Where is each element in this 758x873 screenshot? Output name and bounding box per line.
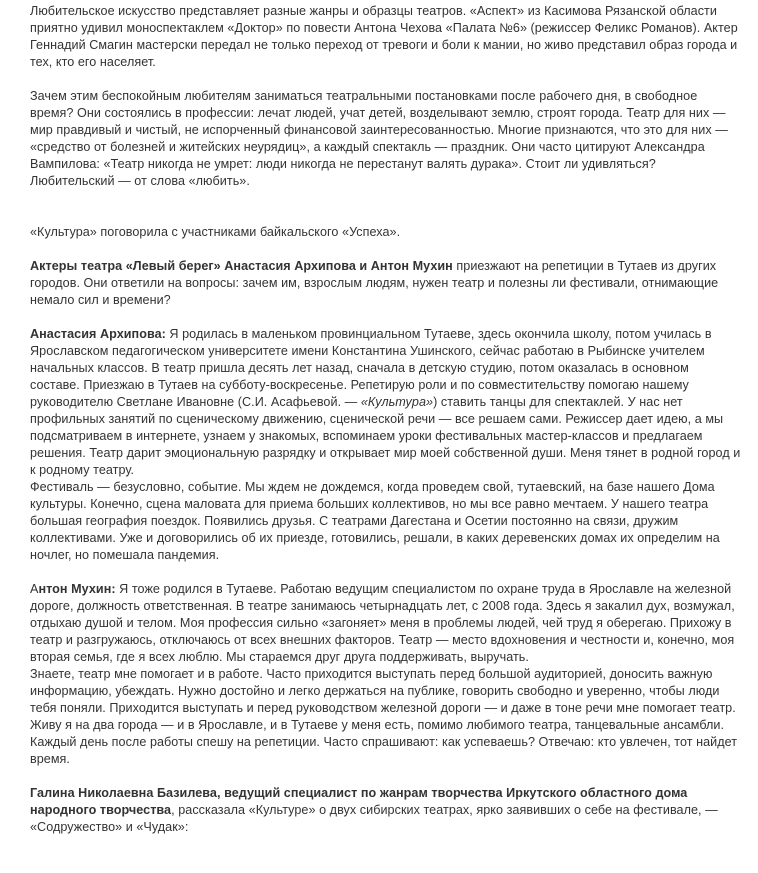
paragraph-actors-intro — [30, 258, 742, 309]
paragraph-arkhipova-festival: Фестиваль — безусловно, событие. Мы ждем не дождемся, когда проведем свой, тутаевский, на базе нашего Дома культуры. Конечно, сцена маловата для приема больших коллективов, но мы все равно мечтаем. У нашего театра большая география поездок. Появились друзья. С театрами Дагестана и Осетии постоянно на связи, дружим коллективами. Уже и договорились об их приезде, готовились, решали, в каких деревенских домах их определим на ночлег, но помешала пандемия. — [30, 480, 720, 562]
speaker-mukhin: нтон Мухин: — [38, 582, 116, 596]
speaker-arkhipova: Анастасия Архипова: — [30, 327, 166, 341]
bazileva-intro-text: , рассказала «Культуре» о двух сибирских театрах, ярко заявивших о себе на фестивале, — «Содружество» и «Чудак»: — [30, 803, 718, 834]
paragraph-amateur-art: Любительское искусство представляет разные жанры и образцы театров. «Аспект» из Касимова Рязанской области приятно удивил моноспектаклем «Доктор» по повести Антона Чехова «Палата №6» (режиссер Феликс Романов). Актер Геннадий Смагин мастерски передал не только переход от тревоги и боли к мании, но живо представил образ города и тех, кто его населяет. — [30, 4, 738, 69]
paragraph-why-amateurs: Зачем этим беспокойным любителям заниматься театральными постановками после рабочего дня, в свободное время? Они состоялись в профессии: лечат людей, учат детей, возделывают землю, строят города. Театр для них — мир правдивый и чистый, не испорченный финансовой заинтересованностью. Многие признаются, что это для них — «средство от болезней и житейских неурядиц», а каждый спектакль — праздник. Они часто цитируют Александра Вампилова: «Театр никогда не умрет: люди никогда не перестанут валять дурака». Стоит ли удивляться? Любительский — от слова «любить». — [30, 89, 728, 188]
paragraph-bazileva-intro — [30, 785, 742, 836]
paragraph-arkhipova-answer — [30, 326, 742, 479]
actors-intro-text: приезжают на репетиции в Тутаев из других городов. Они ответили на вопросы: зачем им, взрослым людям, нужен театр и полезны ли фестивали, отнимающие немало сил и времени? — [30, 259, 719, 307]
arkhipova-text-b: ) ставить танцы для спектаклей. У нас нет профильных занятий по сценическому движению, сценической речи — все решаем сами. Режиссер дает идею, а мы подсматриваем в интернете, узнаем у знакомых, вспоминаем уроки фестивальных мастер-классов и предлагаем решения. Театр дарит эмоциональную разрядку и открывает мир моей собственной души. Меня тянет в родной город и к родному театру. — [30, 395, 741, 477]
article-body — [30, 3, 742, 853]
paragraph-interview-intro: «Культура» поговорила с участниками байкальского «Успеха». — [30, 225, 401, 239]
arkhipova-text-a: Я родилась в маленьком провинциальном Тутаеве, здесь окончила школу, потом училась в Ярославском педагогическом университете имени Константина Ушинского, сейчас работаю в Рыбинске учителем начальных классов. В театр пришла десять лет назад, сначала в детскую студию, потом оказалась в основном составе. Приезжаю в Тутаев на субботу-воскресенье. Репетирую роли и по совместительству помогаю нашему руководителю Светлане Ивановне (С.И. Асафьевой. — — [30, 327, 712, 409]
paragraph-mukhin-answer — [30, 581, 742, 666]
speaker-bazileva: Галина Николаевна Базилева, ведущий специалист по жанрам творчества Иркутского областного дома народного творчества — [30, 786, 688, 817]
mukhin-text: Я тоже родился в Тутаеве. Работаю ведущим специалистом по охране труда в Ярославле на железной дороге, должность ответственная. В театре занимаюсь четырнадцать лет, с 2008 года. Здесь я закалил дух, возмужал, отдыхаю душой и телом. Моя профессия сильно «загоняет» меня в проблемы людей, чей труд я оберегаю. Прихожу в театр и разгружаюсь, отключаюсь от всех внешних факторов. Театр — место вдохновения и честности и, конечно, моя вторая семья, где я всех люблю. Мы стараемся друг друга поддерживать, выручать. — [30, 582, 735, 664]
actors-names-bold: Актеры театра «Левый берег» Анастасия Архипова и Антон Мухин — [30, 259, 453, 273]
kultura-italic: «Культура» — [360, 395, 434, 409]
speaker-mukhin-initial: А — [30, 582, 39, 596]
paragraph-mukhin-work: Знаете, театр мне помогает и в работе. Часто приходится выступать перед большой аудиторией, доносить важную информацию, убеждать. Нужно достойно и легко держаться на публике, говорить свободно и уверенно, чтобы люди тебя поняли. Приходится выступать и перед руководством железной дороги — и даже в тоне речи мне помогает театр. Живу я на два города — и в Ярославле, и в Тутаеве у меня есть, помимо любимого театра, танцевальные ансамбли. Каждый день после работы спешу на репетиции. Часто спрашивают: как успеваешь? Отвечаю: кто увлечен, тот найдет время. — [30, 667, 738, 766]
